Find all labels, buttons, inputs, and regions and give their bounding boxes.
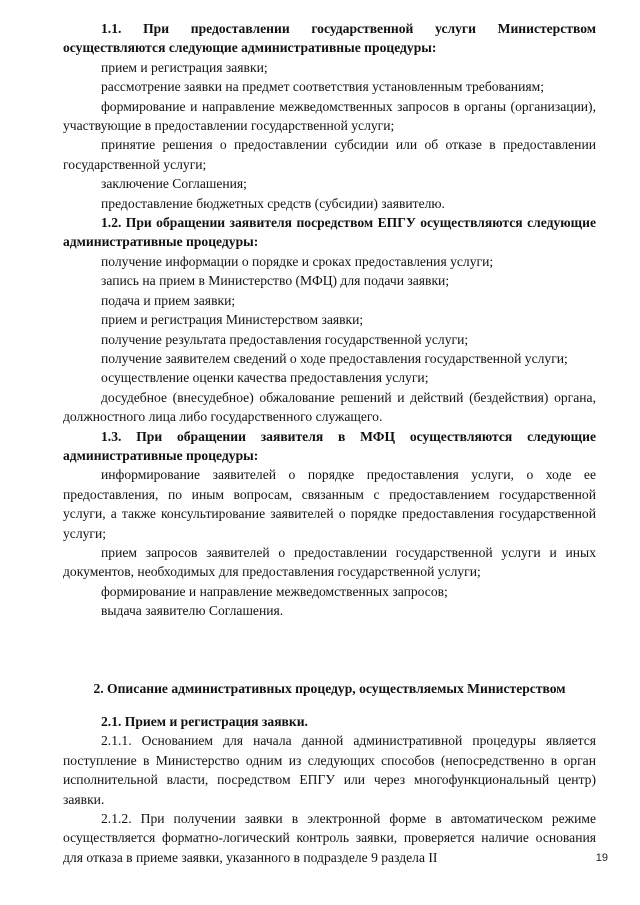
list-item: информирование заявителей о порядке предоставления услуги, о ходе ее предоставления, по иным вопросам, связанным с предоставлением государственной услуги, а также консультирование заявителей о порядке предоставления государственной услуги; <box>63 467 596 541</box>
list-item: заключение Соглашения; <box>101 176 247 192</box>
list-item: запись на прием в Министерство (МФЦ) для подачи заявки; <box>101 273 450 289</box>
list-item: прием и регистрация заявки; <box>101 59 268 75</box>
document-body <box>63 19 596 867</box>
paragraph: 2.1.1. Основанием для начала данной административной процедуры является поступление в Министерство одним из следующих способов (непосредственно в орган исполнительной власти, посредством ЕПГУ или через многофункциональный центр) заявки. <box>63 733 596 807</box>
list-item: прием и регистрация Министерством заявки; <box>101 312 364 328</box>
list-item: выдача заявителю Соглашения. <box>101 603 284 619</box>
paragraph: 2.1.2. При получении заявки в электронной форме в автоматическом режиме осуществляется форматно-логический контроль заявки, проверяется наличие основания для отказа в приеме заявки, указанного в подразделе 9 раздела II <box>63 811 596 865</box>
title-gap <box>63 698 596 712</box>
section-title: 2. Описание административных процедур, осуществляемых Министерством <box>93 680 566 696</box>
subsection-heading: 1.1. При предоставлении государственной услуги Министерством осуществляются следующие административные процедуры: <box>63 21 596 56</box>
procedures-list <box>63 19 596 621</box>
list-item: осуществление оценки качества предоставления услуги; <box>101 370 429 386</box>
subsection-heading: 2.1. Прием и регистрация заявки. <box>101 714 308 729</box>
list-item: предоставление бюджетных средств (субсидии) заявителю. <box>101 195 445 211</box>
subsection-heading: 1.2. При обращении заявителя посредством ЕПГУ осуществляются следующие административные процедуры: <box>63 215 596 250</box>
list-item: прием запросов заявителей о предоставлении государственной услуги и иных документов, необходимых для предоставления государственной услуги; <box>63 544 596 580</box>
list-item: подача и прием заявки; <box>101 292 236 308</box>
list-item: получение заявителем сведений о ходе предоставления государственной услуги; <box>101 350 568 366</box>
section-body <box>63 712 596 867</box>
subsection-heading: 1.3. При обращении заявителя в МФЦ осуществляются следующие административные процедуры: <box>63 428 596 463</box>
list-item: получение результата предоставления государственной услуги; <box>101 331 469 347</box>
page-number: 19 <box>595 852 608 864</box>
list-item: рассмотрение заявки на предмет соответствия установленным требованиям; <box>101 79 544 95</box>
list-item: получение информации о порядке и сроках предоставления услуги; <box>101 253 494 269</box>
list-item: формирование и направление межведомственных запросов в органы (организации), участвующие в предоставлении государственной услуги; <box>63 98 596 134</box>
list-item: принятие решения о предоставлении субсидии или об отказе в предоставлении государственной услуги; <box>63 137 596 172</box>
section-spacer <box>63 621 596 679</box>
list-item: формирование и направление межведомственных запросов; <box>101 583 448 599</box>
list-item: досудебное (внесудебное) обжалование решений и действий (бездействия) органа, должностного лица либо государственного служащего. <box>63 389 596 425</box>
